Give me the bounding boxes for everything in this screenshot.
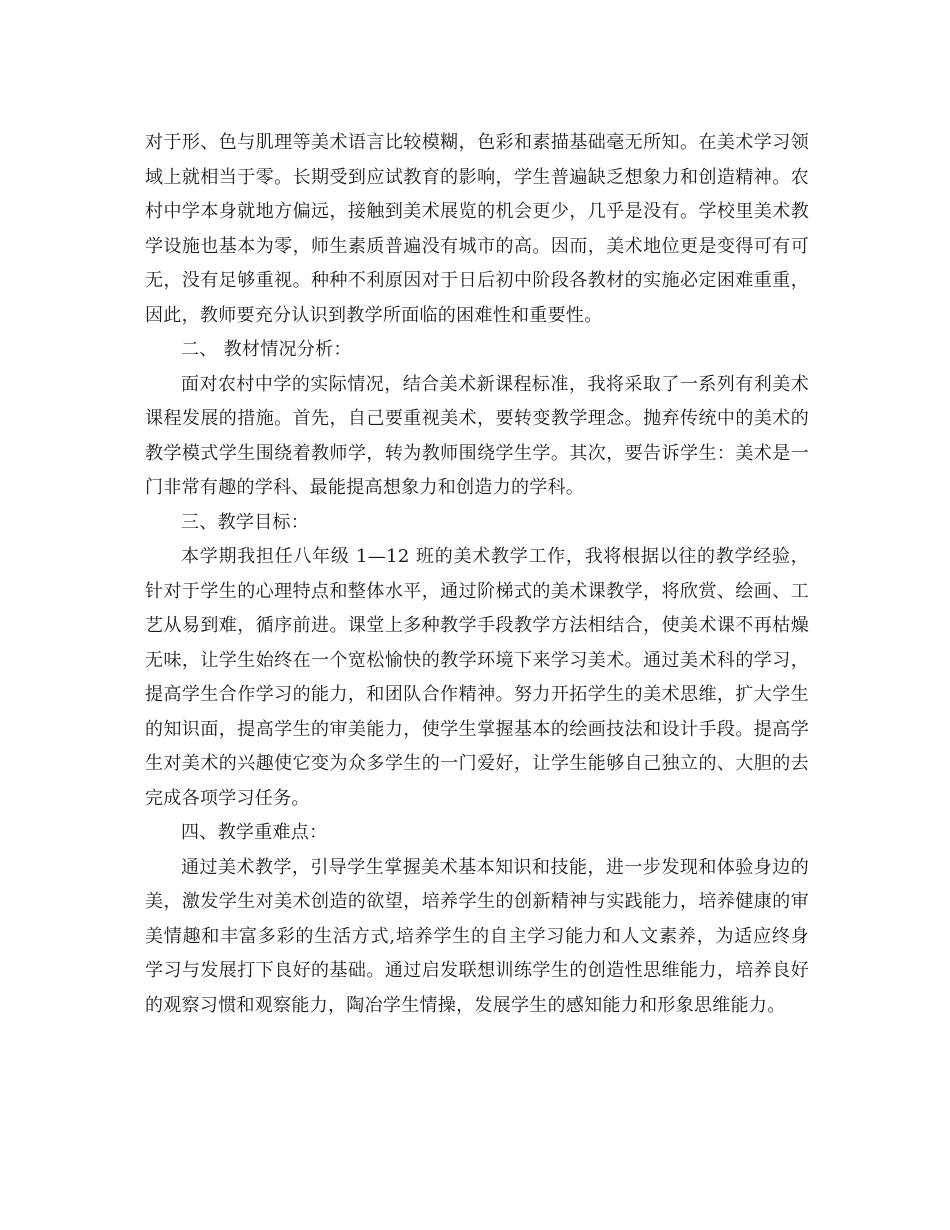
section-heading-key-points: 四、教学重难点： [181, 822, 328, 843]
document-body [145, 126, 809, 1023]
section-heading-materials-analysis: 二、 教材情况分析： [181, 339, 352, 360]
paragraph-materials-analysis: 面对农村中学的实际情况，结合美术新课程标准，我将采取了一系列有利美术课程发展的措施。首先，自己要重视美术，要转变教学理念。抛弃传统中的美术的教学模式学生围绕着教师学，转为教师围绕学生学。其次，要告诉学生：美术是一门非常有趣的学科、最能提高想象力和创造力的学科。 [145, 373, 809, 498]
paragraph-key-points: 通过美术教学，引导学生掌握美术基本知识和技能，进一步发现和体验身边的美，激发学生对美术创造的欲望，培养学生的创新精神与实践能力，培养健康的审美情趣和丰富多彩的生活方式,培养学生的自主学习能力和人文素养，为适应终身学习与发展打下良好的基础。通过启发联想训练学生的创造性思维能力，培养良好的观察习惯和观察能力，陶冶学生情操，发展学生的感知能力和形象思维能力。 [145, 856, 809, 1016]
paragraph-teaching-goals: 本学期我担任八年级 1—12 班的美术教学工作，我将根据以往的教学经验，针对于学生的心理特点和整体水平，通过阶梯式的美术课教学，将欣赏、绘画、工艺从易到难，循序前进。课堂上多种教学手段教学方法相结合，使美术课不再枯燥无味，让学生始终在一个宽松愉快的教学环境下来学习美术。通过美术科的学习，提高学生合作学习的能力，和团队合作精神。努力开拓学生的美术思维，扩大学生的知识面，提高学生的审美能力，使学生掌握基本的绘画技法和设计手段。提高学生对美术的兴趣使它变为众多学生的一门爱好，让学生能够自己独立的、大胆的去完成各项学习任务。 [145, 546, 809, 809]
paragraph-intro-continued: 对于形、色与肌理等美术语言比较模糊，色彩和素描基础毫无所知。在美术学习领域上就相当于零。长期受到应试教育的影响，学生普遍缺乏想象力和创造精神。农村中学本身就地方偏远，接触到美术展览的机会更少，几乎是没有。学校里美术教学设施也基本为零，师生素质普遍没有城市的高。因而，美术地位更是变得可有可无，没有足够重视。种种不利原因对于日后初中阶段各教材的实施必定困难重重，因此，教师要充分认识到教学所面临的困难性和重要性。 [145, 132, 809, 326]
section-heading-teaching-goals: 三、教学目标： [181, 511, 310, 533]
